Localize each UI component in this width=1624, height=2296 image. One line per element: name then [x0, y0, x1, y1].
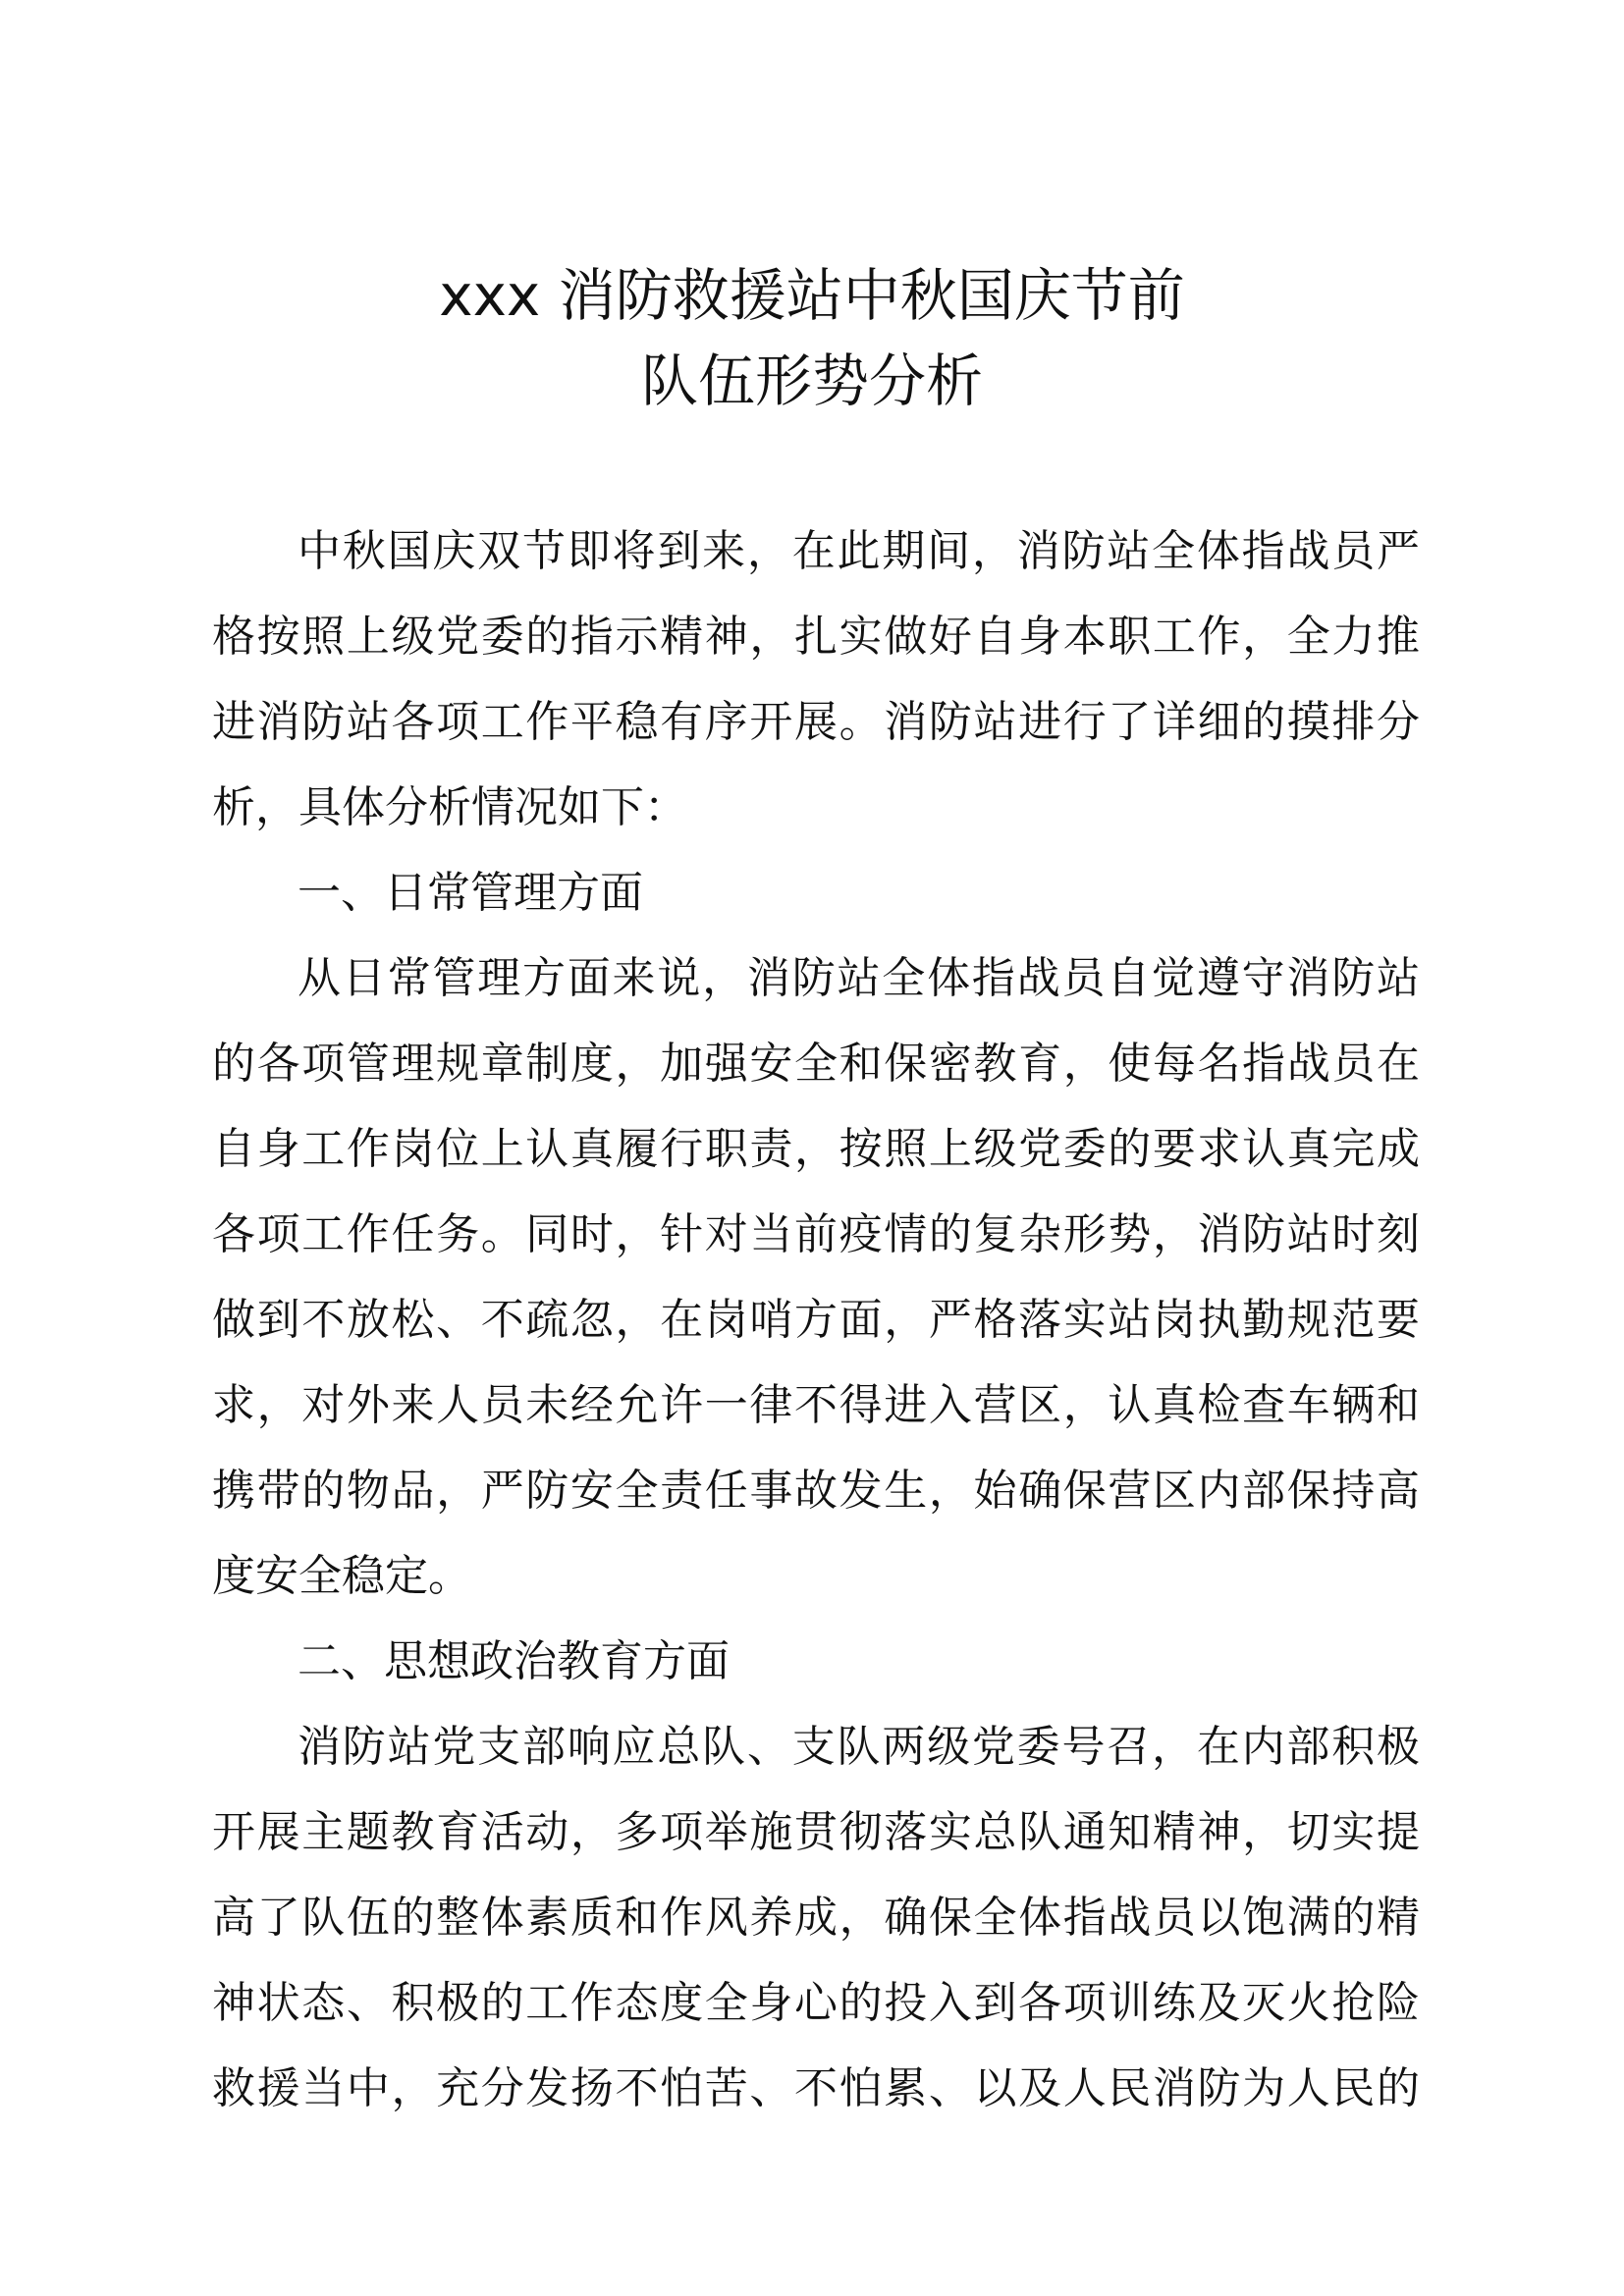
paragraph-line: 析，具体分析情况如下： — [212, 782, 687, 832]
paragraph-line: 度安全稳定。 — [212, 1551, 471, 1601]
paragraph-line: 求，对外来人员未经允许一律不得进入营区，认真检查车辆和 — [212, 1380, 1420, 1430]
section-heading-daily-management: 一、日常管理方面 — [298, 868, 643, 918]
paragraph-line: 开展主题教育活动，多项举施贯彻落实总队通知精神，切实提 — [212, 1807, 1420, 1857]
section-heading-political-education: 二、思想政治教育方面 — [298, 1636, 730, 1686]
paragraph-line: 做到不放松、不疏忽，在岗哨方面，严格落实站岗执勤规范要 — [212, 1295, 1420, 1345]
paragraph-line: 中秋国庆双节即将到来，在此期间，消防站全体指战员严 — [298, 526, 1420, 576]
document-title-line-2: 队伍形势分析 — [640, 347, 983, 414]
paragraph-line: 的各项管理规章制度，加强安全和保密教育，使每名指战员在 — [212, 1039, 1420, 1089]
document-title-line-1: xxx 消防救援站中秋国庆节前 — [439, 262, 1185, 329]
paragraph-line: 消防站党支部响应总队、支队两级党委号召，在内部积极 — [298, 1722, 1420, 1772]
paragraph-line: 高了队伍的整体素质和作风养成，确保全体指战员以饱满的精 — [212, 1893, 1420, 1943]
paragraph-line: 进消防站各项工作平稳有序开展。消防站进行了详细的摸排分 — [212, 697, 1420, 747]
paragraph-line: 自身工作岗位上认真履行职责，按照上级党委的要求认真完成 — [212, 1124, 1420, 1174]
paragraph-line: 格按照上级党委的指示精神，扎实做好自身本职工作，全力推 — [212, 612, 1420, 662]
paragraph-line: 各项工作任务。同时，针对当前疫情的复杂形势，消防站时刻 — [212, 1209, 1420, 1259]
paragraph-line: 神状态、积极的工作态度全身心的投入到各项训练及灭火抢险 — [212, 1978, 1420, 2028]
paragraph-line: 救援当中，充分发扬不怕苦、不怕累、以及人民消防为人民的 — [212, 2063, 1420, 2113]
paragraph-line: 从日常管理方面来说，消防站全体指战员自觉遵守消防站 — [298, 953, 1420, 1003]
paragraph-line: 携带的物品，严防安全责任事故发生，始确保营区内部保持高 — [212, 1466, 1420, 1516]
